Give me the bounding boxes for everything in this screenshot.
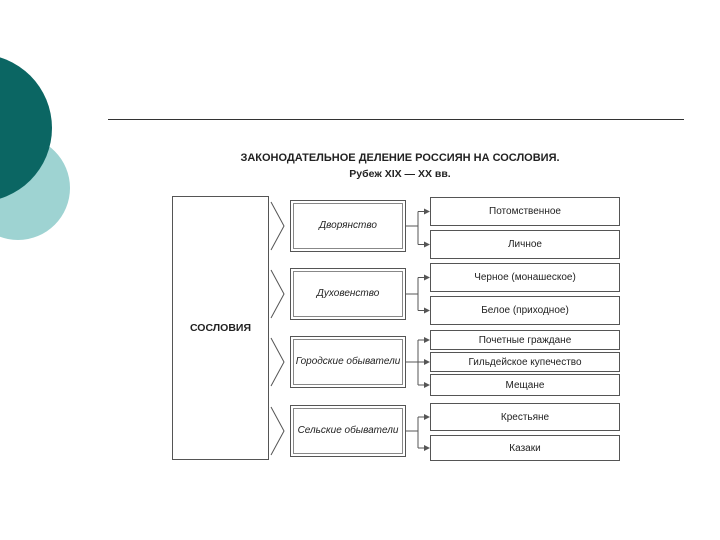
title-rule [108, 119, 684, 120]
leaf-hereditary: Потомственное [430, 197, 620, 226]
leaf-white-clergy: Белое (приходное) [430, 296, 620, 325]
leaf-cossacks: Казаки [430, 435, 620, 461]
group-box-townspeople: Городские обыватели [290, 336, 406, 388]
leaf-black-clergy: Черное (монашеское) [430, 263, 620, 292]
diagram-title: ЗАКОНОДАТЕЛЬНОЕ ДЕЛЕНИЕ РОССИЯН НА СОСЛОВИЯ. [240, 152, 560, 164]
leaf-guild-merchants: Гильдейское купечество [430, 352, 620, 372]
group-box-clergy: Духовенство [290, 268, 406, 320]
diagram-subtitle: Рубеж XIX — XX вв. [349, 168, 451, 180]
group-box-rural-people: Сельские обыватели [290, 405, 406, 457]
leaf-honorary-citizens: Почетные граждане [430, 330, 620, 350]
leaf-peasants: Крестьяне [430, 403, 620, 431]
leaf-petty-bourgeois: Мещане [430, 374, 620, 396]
leaf-personal: Личное [430, 230, 620, 259]
root-box-estates: СОСЛОВИЯ [172, 196, 269, 460]
group-box-nobility: Дворянство [290, 200, 406, 252]
